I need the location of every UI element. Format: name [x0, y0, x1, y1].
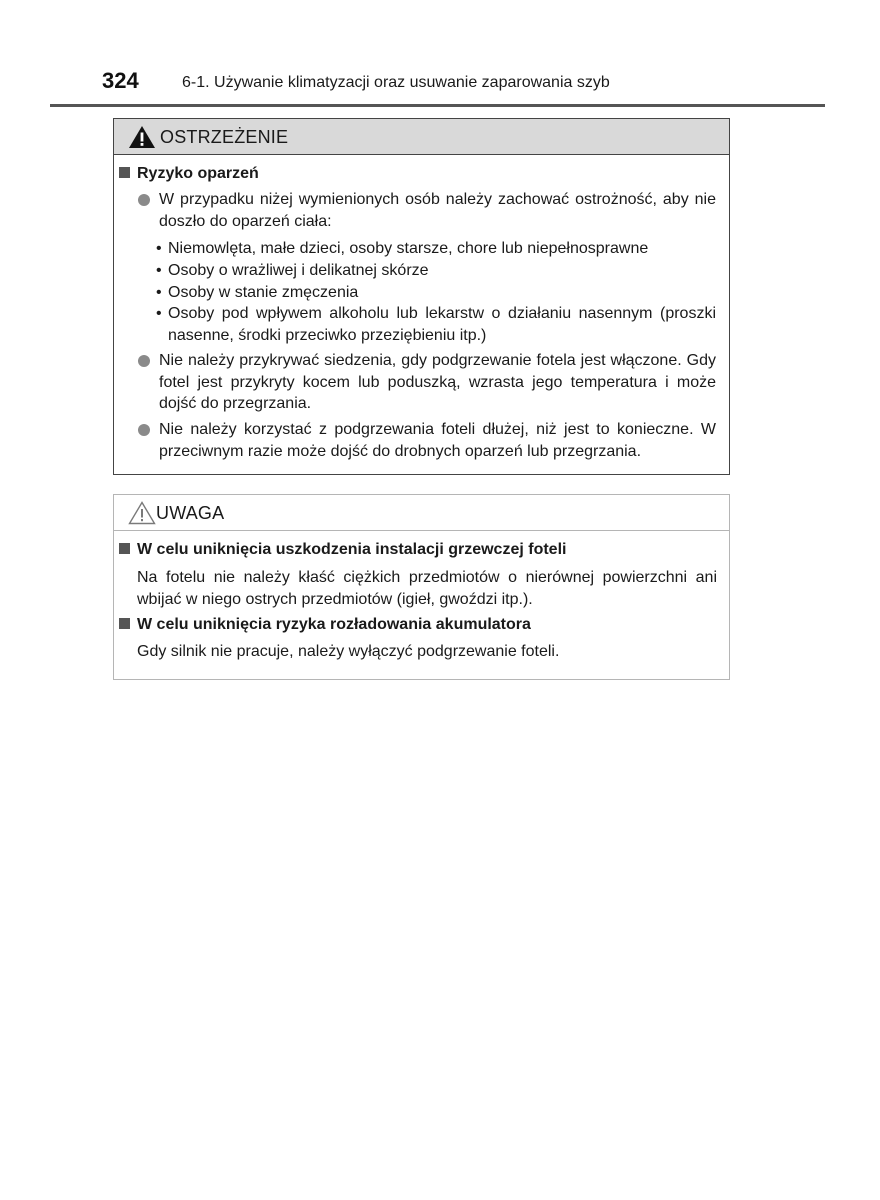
caution-paragraph-1: Na fotelu nie należy kłaść ciężkich przedmiotów o nierównej powierzchni ani wbijać w niego ostrych przedmiotów (igieł, gwoździ itp.). — [137, 569, 717, 608]
warning-subitem-text: Osoby o wrażliwej i delikatnej skórze — [168, 262, 429, 279]
dot-bullet-icon: • — [156, 240, 162, 257]
page-number: 324 — [102, 68, 139, 93]
caution-title-bar — [114, 495, 729, 531]
warning-subitem-text: Osoby w stanie zmęczenia — [168, 284, 359, 301]
warning-box — [113, 118, 730, 475]
warning-triangle-outline-icon — [128, 501, 156, 525]
circle-bullet-icon — [138, 424, 150, 436]
warning-title: OSTRZEŻENIE — [160, 127, 289, 147]
warning-subitem — [156, 303, 716, 346]
caution-subheading-1 — [119, 541, 566, 559]
warning-subitem — [156, 282, 716, 304]
dot-bullet-icon: • — [156, 262, 162, 279]
warning-subitem — [156, 260, 716, 282]
warning-triangle-filled-icon — [128, 125, 156, 149]
square-bullet-icon — [119, 543, 130, 554]
warning-item-2 — [138, 350, 716, 415]
caution-subheading-1-text: W celu uniknięcia uszkodzenia instalacji grzewczej foteli — [137, 541, 567, 558]
warning-item-3-text: Nie należy korzystać z podgrzewania foteli dłużej, niż jest to konieczne. W przeciwnym razie może dojść do drobnych oparzeń lub przegrzania. — [159, 421, 716, 460]
caution-paragraph-2: Gdy silnik nie pracuje, należy wyłączyć podgrzewanie foteli. — [137, 643, 560, 660]
caution-title: UWAGA — [156, 503, 225, 523]
circle-bullet-icon — [138, 194, 150, 206]
caution-subheading-2-text: W celu uniknięcia ryzyka rozładowania akumulatora — [137, 616, 531, 633]
caution-subheading-2 — [119, 616, 531, 634]
dot-bullet-icon: • — [156, 284, 162, 301]
warning-item-1 — [138, 189, 716, 232]
warning-subheading — [119, 165, 259, 183]
warning-subheading-text: Ryzyko oparzeń — [137, 165, 259, 182]
warning-subitem — [156, 238, 716, 260]
warning-title-bar — [114, 119, 729, 155]
warning-item-2-text: Nie należy przykrywać siedzenia, gdy podgrzewanie fotela jest włączone. Gdy fotel jest przykryty kocem lub poduszką, wzrasta jego temperatura i może dojść do przegrzania. — [159, 352, 716, 412]
warning-subitem-text: Osoby pod wpływem alkoholu lub lekarstw o działaniu nasennym (proszki nasenne, środki przeciwko przeziębieniu itp.) — [168, 305, 716, 344]
square-bullet-icon — [119, 167, 130, 178]
section-title: 6-1. Używanie klimatyzacji oraz usuwanie zaparowania szyb — [182, 74, 610, 91]
page-header-content — [50, 68, 825, 104]
dot-bullet-icon: • — [156, 305, 162, 322]
warning-item-3 — [138, 419, 716, 462]
square-bullet-icon — [119, 618, 130, 629]
warning-subitem-text: Niemowlęta, małe dzieci, osoby starsze, chore lub niepełnosprawne — [168, 240, 649, 257]
circle-bullet-icon — [138, 355, 150, 367]
warning-item-1-text: W przypadku niżej wymienionych osób należy zachować ostrożność, aby nie doszło do oparzeń ciała: — [159, 191, 716, 230]
caution-box — [113, 494, 730, 680]
